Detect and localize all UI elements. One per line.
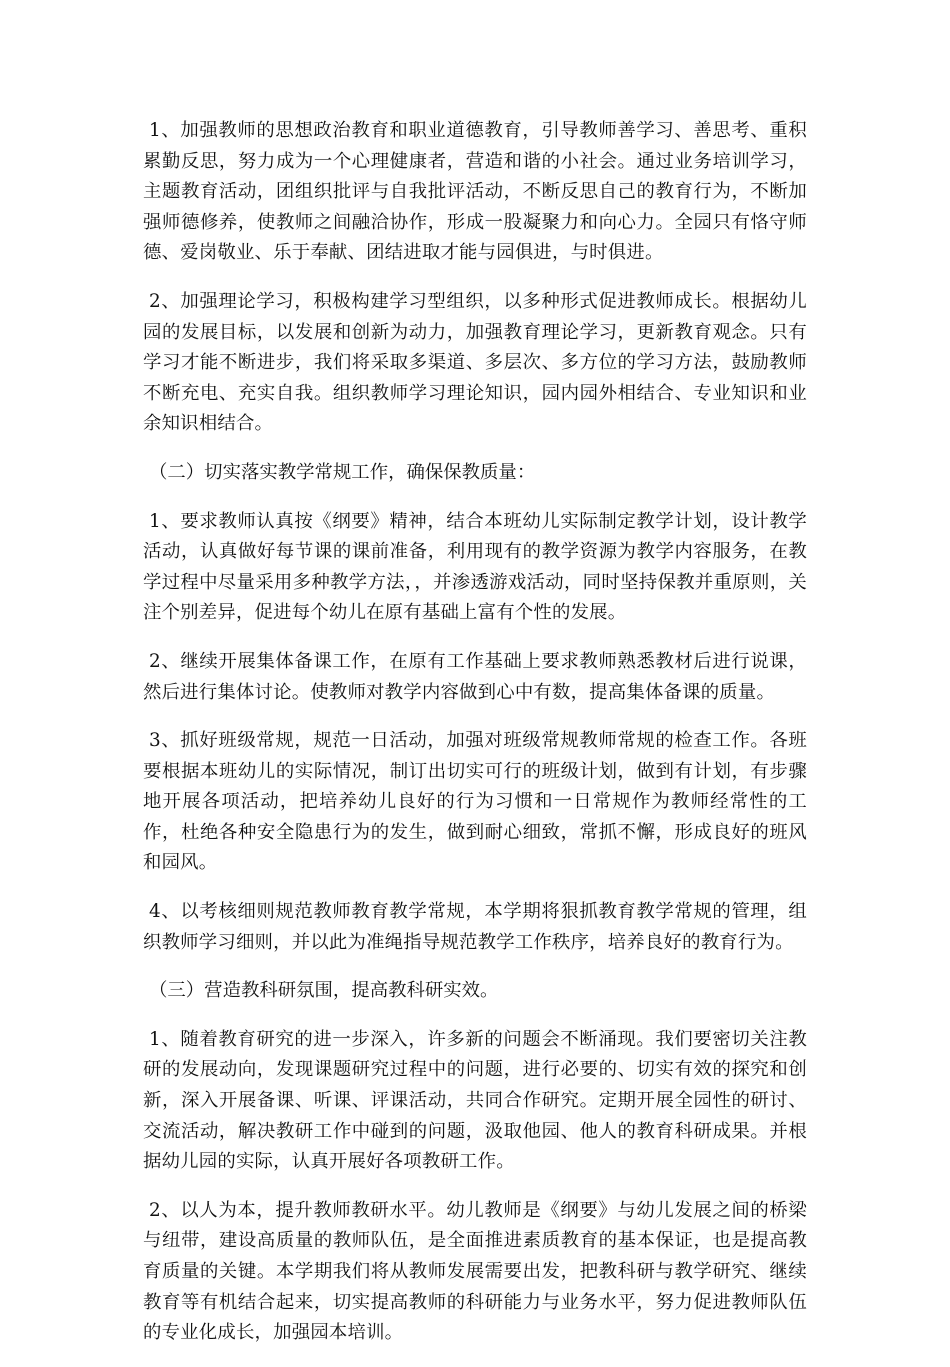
section-heading-teaching-routine: （二）切实落实教学常规工作，确保保教质量： <box>149 461 536 483</box>
section-heading-research: （三）营造教科研氛围，提高教科研实效。 <box>149 980 499 1002</box>
paragraph-collective-lesson-prep: 2、继续开展集体备课工作，在原有工作基础上要求教师熟悉教材后进行说课，然后进行集体讨论。使教师对教学内容做到心中有数，提高集体备课的质量。 <box>143 650 807 703</box>
paragraph-teacher-ethics: 1、加强教师的思想政治教育和职业道德教育，引导教师善学习、善思考、重积累勤反思，努力成为一个心理健康者，营造和谐的小社会。通过业务培训学习，主题教育活动，团组织批评与自我批评活动，不断反思自己的教育行为，不断加强师德修养，使教师之间融洽协作，形成一股凝聚力和向心力。全园只有恪守师德、爱岗敬业、乐于奉献、团结进取才能与园俱进，与时俱进。 <box>143 120 807 264</box>
document-body <box>143 116 807 1367</box>
paragraph-teaching-plan: 1、要求教师认真按《纲要》精神，结合本班幼儿实际制定教学计划，设计教学活动，认真做好每节课的课前准备，利用现有的教学资源为教学内容服务，在教学过程中尽量采用多种教学方法，，并渗透游戏活动，同时坚持保教并重原则，关注个别差异，促进每个幼儿在原有基础上富有个性的发展。 <box>143 510 807 624</box>
paragraph-teacher-research-level: 2、以人为本，提升教师教研水平。幼儿教师是《纲要》与幼儿发展之间的桥梁与纽带，建设高质量的教师队伍，是全面推进素质教育的基本保证，也是提高教育质量的关键。本学期我们将从教师发展需要出发，把教科研与教学研究、继续教育等有机结合起来，切实提高教师的科研能力与业务水平，努力促进教师队伍的专业化成长，加强园本培训。 <box>143 1199 807 1344</box>
paragraph-theory-study: 2、加强理论学习，积极构建学习型组织，以多种形式促进教师成长。根据幼儿园的发展目标，以发展和创新为动力，加强教育理论学习，更新教育观念。只有学习才能不断进步，我们将采取多渠道、多层次、多方位的学习方法，鼓励教师不断充电、充实自我。组织教师学习理论知识，园内园外相结合、专业知识和业余知识相结合。 <box>143 290 807 435</box>
paragraph-assessment-rules: 4、以考核细则规范教师教育教学常规，本学期将狠抓教育教学常规的管理，组织教师学习细则，并以此为准绳指导规范教学工作秩序，培养良好的教育行为。 <box>143 901 807 953</box>
paragraph-research-development: 1、随着教育研究的进一步深入，许多新的问题会不断涌现。我们要密切关注教研的发展动向，发现课题研究过程中的问题，进行必要的、切实有效的探究和创新，深入开展备课、听课、评课活动，共同合作研究。定期开展全园性的研讨、交流活动，解决教研工作中碰到的问题，汲取他园、他人的教育科研成果。并根据幼儿园的实际，认真开展好各项教研工作。 <box>143 1028 807 1173</box>
paragraph-class-routine: 3、抓好班级常规，规范一日活动，加强对班级常规教师常规的检查工作。各班要根据本班幼儿的实际情况，制订出切实可行的班级计划，做到有计划，有步骤地开展各项活动，把培养幼儿良好的行为习惯和一日常规作为教师经常性的工作，杜绝各种安全隐患行为的发生，做到耐心细致，常抓不懈，形成良好的班风和园风。 <box>143 730 807 874</box>
